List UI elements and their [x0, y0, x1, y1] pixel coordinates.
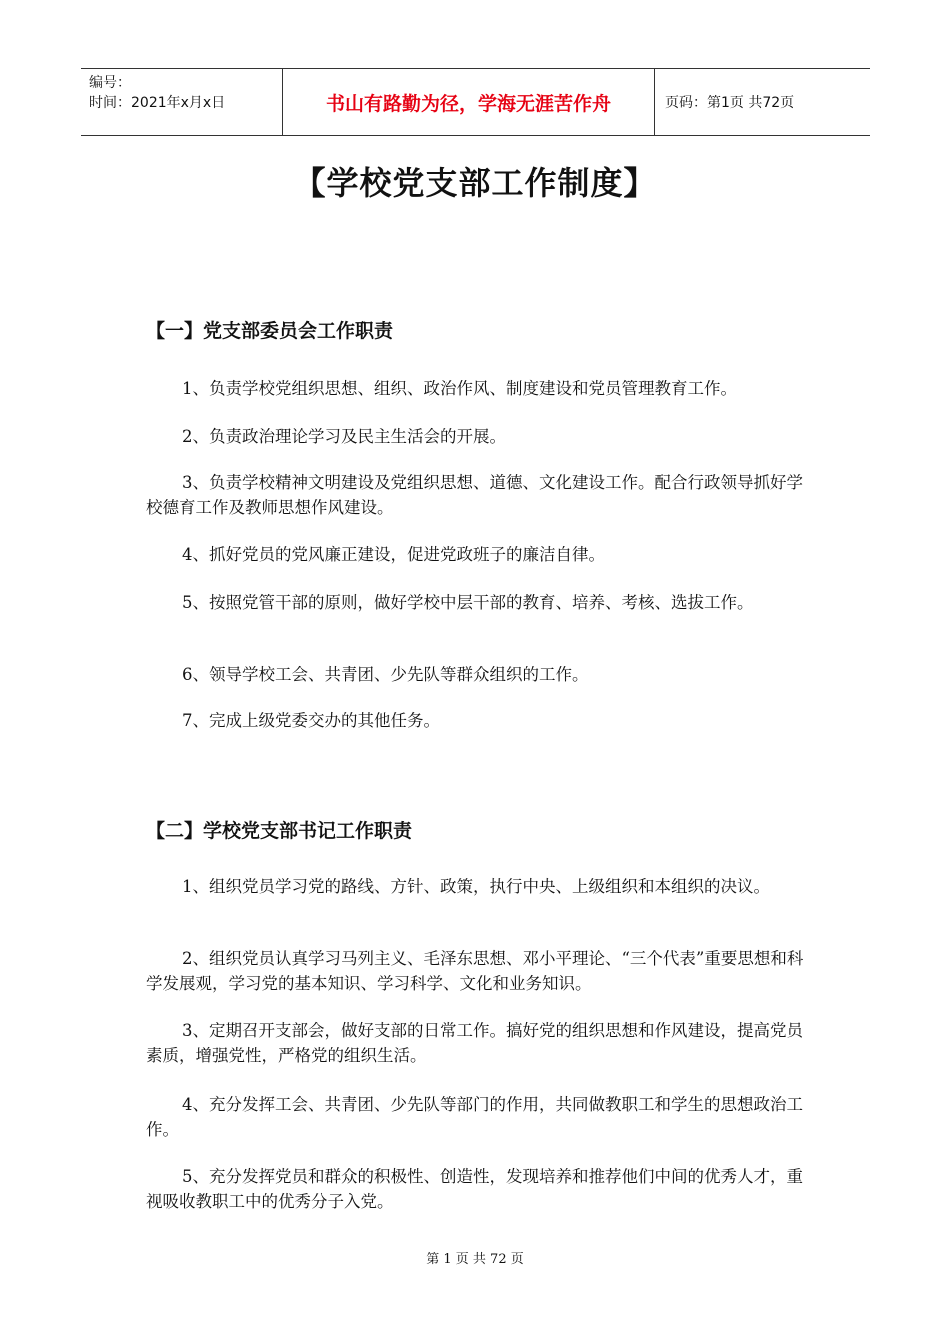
document-title: 【学校党支部工作制度】: [293, 164, 657, 202]
paragraph: 3、定期召开支部会，做好支部的日常工作。搞好党的组织思想和作风建设，提高党员素质，增强党性，严格党的组织生活。: [146, 1021, 803, 1065]
paragraph: 5、按照党管干部的原则，做好学校中层干部的教育、培养、考核、选拔工作。: [182, 593, 754, 612]
page-footer: 第 1 页 共 72 页: [426, 1252, 524, 1267]
header-page-info: 页码：第1页 共72页: [665, 95, 795, 111]
paragraph: 6、领导学校工会、共青团、少先队等群众组织的工作。: [182, 665, 589, 684]
paragraph: 1、负责学校党组织思想、组织、政治作风、制度建设和党员管理教育工作。: [182, 379, 737, 398]
serial-label: 编号：: [89, 75, 131, 91]
paragraph: 4、充分发挥工会、共青团、少先队等部门的作用，共同做教职工和学生的思想政治工作。: [146, 1095, 803, 1139]
section-heading-2: 【二】学校党支部书记工作职责: [146, 820, 413, 842]
paragraph: 3、负责学校精神文明建设及党组织思想、道德、文化建设工作。配合行政领导抓好学校德育工作及教师思想作风建设。: [146, 473, 803, 517]
time-label: 时间：2021年x月x日: [89, 95, 226, 111]
header-motto: 书山有路勤为径，学海无涯苦作舟: [283, 69, 655, 135]
header-meta: [81, 69, 283, 135]
paragraph: 1、组织党员学习党的路线、方针、政策，执行中央、上级组织和本组织的决议。: [182, 877, 770, 896]
page-header: [81, 68, 870, 136]
paragraph: 7、完成上级党委交办的其他任务。: [182, 711, 440, 730]
section-heading-1: 【一】党支部委员会工作职责: [146, 320, 394, 342]
paragraph: 4、抓好党员的党风廉正建设，促进党政班子的廉洁自律。: [182, 545, 605, 564]
paragraph: 2、组织党员认真学习马列主义、毛泽东思想、邓小平理论、“三个代表”重要思想和科学发展观，学习党的基本知识、学习科学、文化和业务知识。: [146, 949, 804, 993]
paragraph: 5、充分发挥党员和群众的积极性、创造性，发现培养和推荐他们中间的优秀人才，重视吸收教职工中的优秀分子入党。: [146, 1167, 803, 1211]
paragraph: 2、负责政治理论学习及民主生活会的开展。: [182, 427, 506, 446]
